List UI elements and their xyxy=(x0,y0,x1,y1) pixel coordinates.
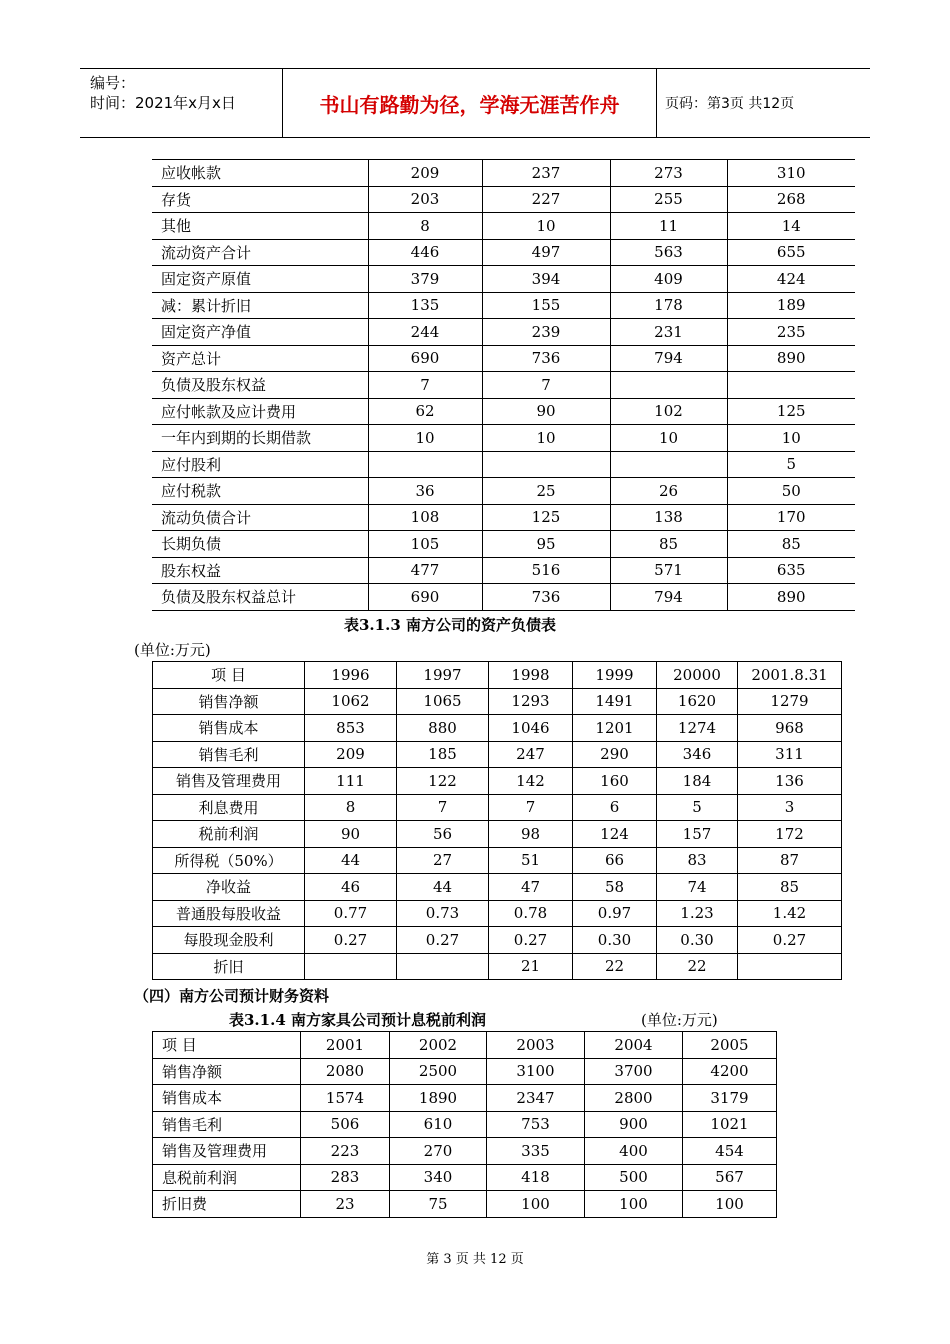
income-statement-body xyxy=(153,688,842,980)
table-cell: 506 xyxy=(301,1111,390,1138)
row-label: 其他 xyxy=(152,213,368,240)
table-cell: 95 xyxy=(482,531,610,558)
table-cell: 135 xyxy=(368,292,482,319)
table-cell: 23 xyxy=(301,1191,390,1218)
table-cell: 1574 xyxy=(301,1085,390,1112)
row-label: 流动负债合计 xyxy=(152,504,368,531)
row-label: 销售净额 xyxy=(153,688,305,715)
forecast-body xyxy=(153,1058,777,1217)
forecast-header-row xyxy=(153,1032,777,1059)
table-cell: 1620 xyxy=(657,688,738,715)
table-cell: 75 xyxy=(390,1191,487,1218)
table-cell: 1201 xyxy=(573,715,657,742)
table-cell: 270 xyxy=(390,1138,487,1165)
table-cell: 185 xyxy=(397,741,489,768)
table-cell: 231 xyxy=(610,319,727,346)
table-cell: 90 xyxy=(305,821,397,848)
table-cell: 10 xyxy=(610,425,727,452)
table-cell: 794 xyxy=(610,584,727,611)
table-cell: 635 xyxy=(727,557,855,584)
column-header: 2004 xyxy=(585,1032,683,1059)
table-cell: 255 xyxy=(610,186,727,213)
table-cell: 5 xyxy=(657,794,738,821)
table-cell: 655 xyxy=(727,239,855,266)
table-cell: 172 xyxy=(738,821,842,848)
table-cell: 90 xyxy=(482,398,610,425)
table-cell: 122 xyxy=(397,768,489,795)
table-cell: 610 xyxy=(390,1111,487,1138)
table-cell: 85 xyxy=(727,531,855,558)
table-cell: 125 xyxy=(482,504,610,531)
table-cell: 157 xyxy=(657,821,738,848)
row-label: 销售成本 xyxy=(153,715,305,742)
table-cell: 47 xyxy=(489,874,573,901)
row-label: 销售及管理费用 xyxy=(153,1138,301,1165)
table-cell: 268 xyxy=(727,186,855,213)
table-row xyxy=(153,1111,777,1138)
table-cell: 124 xyxy=(573,821,657,848)
table-cell: 2500 xyxy=(390,1058,487,1085)
table-cell: 0.27 xyxy=(489,927,573,954)
row-label: 折旧费 xyxy=(153,1191,301,1218)
table-cell: 83 xyxy=(657,847,738,874)
table3-unit: (单位:万元) xyxy=(641,1011,718,1029)
row-label: 税前利润 xyxy=(153,821,305,848)
row-label: 每股现金股利 xyxy=(153,927,305,954)
table-cell: 446 xyxy=(368,239,482,266)
row-label: 普通股每股收益 xyxy=(153,900,305,927)
table-row xyxy=(152,266,855,293)
column-header: 1998 xyxy=(489,662,573,689)
table-cell: 0.73 xyxy=(397,900,489,927)
table-cell: 44 xyxy=(397,874,489,901)
column-header: 1997 xyxy=(397,662,489,689)
table-row xyxy=(153,847,842,874)
table-cell: 44 xyxy=(305,847,397,874)
table-cell: 10 xyxy=(482,425,610,452)
column-header: 20000 xyxy=(657,662,738,689)
table-row xyxy=(153,715,842,742)
table-cell: 516 xyxy=(482,557,610,584)
table-cell: 155 xyxy=(482,292,610,319)
table-row xyxy=(152,425,855,452)
serial-label: 编号： xyxy=(90,74,136,92)
row-label: 所得税（50%） xyxy=(153,847,305,874)
table-row xyxy=(153,1164,777,1191)
table-cell: 0.27 xyxy=(397,927,489,954)
header-meta xyxy=(80,69,282,137)
table-cell: 235 xyxy=(727,319,855,346)
table-cell: 753 xyxy=(487,1111,585,1138)
table-cell: 26 xyxy=(610,478,727,505)
table-cell: 1.23 xyxy=(657,900,738,927)
table-cell: 394 xyxy=(482,266,610,293)
table-cell: 100 xyxy=(487,1191,585,1218)
column-header: 2001.8.31 xyxy=(738,662,842,689)
row-label: 利息费用 xyxy=(153,794,305,821)
table-cell: 27 xyxy=(397,847,489,874)
time-label: 时间：2021年x月x日 xyxy=(90,94,236,112)
page-header xyxy=(80,68,870,138)
table-cell: 0.97 xyxy=(573,900,657,927)
row-label: 销售成本 xyxy=(153,1085,301,1112)
table-cell: 51 xyxy=(489,847,573,874)
table-cell: 1293 xyxy=(489,688,573,715)
table-cell: 209 xyxy=(368,160,482,187)
table-row xyxy=(153,1191,777,1218)
table-cell: 87 xyxy=(738,847,842,874)
income-statement-table xyxy=(152,661,842,980)
table-cell: 100 xyxy=(585,1191,683,1218)
page-footer: 第 3 页 共 12 页 xyxy=(426,1252,524,1267)
table-cell: 22 xyxy=(657,953,738,980)
header-motto-cell xyxy=(282,69,657,137)
table-cell: 10 xyxy=(482,213,610,240)
table-caption-314: 表3.1.4 南方家具公司预计息税前利润 xyxy=(229,1011,486,1029)
table-cell: 880 xyxy=(397,715,489,742)
column-header: 项 目 xyxy=(153,1032,301,1059)
table-cell: 1279 xyxy=(738,688,842,715)
table-row xyxy=(153,768,842,795)
header-page-cell xyxy=(655,69,870,137)
table-cell: 1065 xyxy=(397,688,489,715)
table-cell xyxy=(610,451,727,478)
table-cell: 102 xyxy=(610,398,727,425)
table-cell: 85 xyxy=(738,874,842,901)
table-cell: 98 xyxy=(489,821,573,848)
table-cell: 14 xyxy=(727,213,855,240)
table-cell: 477 xyxy=(368,557,482,584)
table-row xyxy=(153,1058,777,1085)
table-row xyxy=(152,557,855,584)
table-cell: 409 xyxy=(610,266,727,293)
table-cell: 203 xyxy=(368,186,482,213)
table-row xyxy=(152,239,855,266)
table-cell: 418 xyxy=(487,1164,585,1191)
column-header: 1999 xyxy=(573,662,657,689)
table-cell: 7 xyxy=(368,372,482,399)
table-cell: 58 xyxy=(573,874,657,901)
row-label: 净收益 xyxy=(153,874,305,901)
balance-sheet-table xyxy=(152,159,855,611)
row-label: 息税前利润 xyxy=(153,1164,301,1191)
table-cell: 1491 xyxy=(573,688,657,715)
table-row xyxy=(152,160,855,187)
table-cell: 209 xyxy=(305,741,397,768)
table-cell: 890 xyxy=(727,345,855,372)
table-cell: 100 xyxy=(683,1191,777,1218)
forecast-ebit-table xyxy=(152,1031,777,1218)
table-cell: 0.30 xyxy=(657,927,738,954)
table-cell: 500 xyxy=(585,1164,683,1191)
table-cell: 0.27 xyxy=(738,927,842,954)
table-cell: 237 xyxy=(482,160,610,187)
row-label: 应付帐款及应计费用 xyxy=(152,398,368,425)
table-cell: 346 xyxy=(657,741,738,768)
page-label: 页码：第3页 共12页 xyxy=(665,96,795,112)
table-cell xyxy=(727,372,855,399)
row-label: 销售净额 xyxy=(153,1058,301,1085)
table-cell: 111 xyxy=(305,768,397,795)
table-cell: 424 xyxy=(727,266,855,293)
table-cell: 0.78 xyxy=(489,900,573,927)
table-cell: 36 xyxy=(368,478,482,505)
table-cell: 189 xyxy=(727,292,855,319)
table-cell: 125 xyxy=(727,398,855,425)
table-row xyxy=(152,531,855,558)
table-cell: 4200 xyxy=(683,1058,777,1085)
row-label: 存货 xyxy=(152,186,368,213)
table-cell: 794 xyxy=(610,345,727,372)
row-label: 销售毛利 xyxy=(153,1111,301,1138)
row-label: 一年内到期的长期借款 xyxy=(152,425,368,452)
table-cell: 890 xyxy=(727,584,855,611)
table-cell: 1062 xyxy=(305,688,397,715)
row-label: 固定资产净值 xyxy=(152,319,368,346)
table-cell: 7 xyxy=(397,794,489,821)
table-cell: 178 xyxy=(610,292,727,319)
column-header: 1996 xyxy=(305,662,397,689)
row-label: 股东权益 xyxy=(152,557,368,584)
table-cell: 1046 xyxy=(489,715,573,742)
table-cell: 227 xyxy=(482,186,610,213)
table-row xyxy=(152,398,855,425)
table-cell: 567 xyxy=(683,1164,777,1191)
table-row xyxy=(153,688,842,715)
table-cell: 138 xyxy=(610,504,727,531)
table-cell: 142 xyxy=(489,768,573,795)
table-cell: 379 xyxy=(368,266,482,293)
table-row xyxy=(152,478,855,505)
table-cell xyxy=(610,372,727,399)
table-cell: 290 xyxy=(573,741,657,768)
table-cell: 244 xyxy=(368,319,482,346)
table-cell: 273 xyxy=(610,160,727,187)
table-row xyxy=(153,874,842,901)
column-header: 2003 xyxy=(487,1032,585,1059)
table-cell: 571 xyxy=(610,557,727,584)
row-label: 流动资产合计 xyxy=(152,239,368,266)
row-label: 资产总计 xyxy=(152,345,368,372)
table-row xyxy=(153,1085,777,1112)
row-label: 销售及管理费用 xyxy=(153,768,305,795)
table-cell: 247 xyxy=(489,741,573,768)
table-cell: 311 xyxy=(738,741,842,768)
table-row xyxy=(152,504,855,531)
table-cell: 184 xyxy=(657,768,738,795)
table-cell: 454 xyxy=(683,1138,777,1165)
table-cell: 563 xyxy=(610,239,727,266)
table-cell: 968 xyxy=(738,715,842,742)
table-cell: 136 xyxy=(738,768,842,795)
table-cell: 400 xyxy=(585,1138,683,1165)
table-cell: 1021 xyxy=(683,1111,777,1138)
row-label: 应付税款 xyxy=(152,478,368,505)
table-row xyxy=(153,900,842,927)
table-cell: 25 xyxy=(482,478,610,505)
table-row xyxy=(152,186,855,213)
table-cell: 283 xyxy=(301,1164,390,1191)
table-cell: 5 xyxy=(727,451,855,478)
table-cell: 8 xyxy=(368,213,482,240)
table-cell: 690 xyxy=(368,345,482,372)
table-cell: 0.77 xyxy=(305,900,397,927)
row-label: 长期负债 xyxy=(152,531,368,558)
table-cell: 853 xyxy=(305,715,397,742)
table-cell: 1274 xyxy=(657,715,738,742)
row-label: 折旧 xyxy=(153,953,305,980)
table-cell: 21 xyxy=(489,953,573,980)
table-cell: 3179 xyxy=(683,1085,777,1112)
table-cell: 497 xyxy=(482,239,610,266)
table-row xyxy=(153,821,842,848)
table-cell: 0.27 xyxy=(305,927,397,954)
table-cell: 22 xyxy=(573,953,657,980)
table-cell: 3700 xyxy=(585,1058,683,1085)
table-row xyxy=(153,741,842,768)
table2-unit: (单位:万元) xyxy=(134,641,211,659)
table-cell: 310 xyxy=(727,160,855,187)
table-cell: 335 xyxy=(487,1138,585,1165)
table-cell: 736 xyxy=(482,345,610,372)
table-cell: 3100 xyxy=(487,1058,585,1085)
balance-sheet-body xyxy=(152,160,855,611)
row-label: 负债及股东权益总计 xyxy=(152,584,368,611)
row-label: 应付股利 xyxy=(152,451,368,478)
table-row xyxy=(152,345,855,372)
table-row xyxy=(152,292,855,319)
column-header: 2002 xyxy=(390,1032,487,1059)
row-label: 应收帐款 xyxy=(152,160,368,187)
column-header: 项 目 xyxy=(153,662,305,689)
table-cell xyxy=(368,451,482,478)
table-cell: 62 xyxy=(368,398,482,425)
table-cell: 85 xyxy=(610,531,727,558)
table-cell: 66 xyxy=(573,847,657,874)
table-cell xyxy=(738,953,842,980)
table-cell: 340 xyxy=(390,1164,487,1191)
column-header: 2001 xyxy=(301,1032,390,1059)
table-cell: 0.30 xyxy=(573,927,657,954)
table-cell: 223 xyxy=(301,1138,390,1165)
table-cell: 7 xyxy=(482,372,610,399)
table-cell: 170 xyxy=(727,504,855,531)
table-row xyxy=(152,372,855,399)
table-cell: 105 xyxy=(368,531,482,558)
table-cell: 10 xyxy=(727,425,855,452)
table-cell: 6 xyxy=(573,794,657,821)
table-cell: 3 xyxy=(738,794,842,821)
table-cell xyxy=(305,953,397,980)
table-row xyxy=(153,927,842,954)
table-cell: 8 xyxy=(305,794,397,821)
header-motto: 书山有路勤为径，学海无涯苦作舟 xyxy=(319,92,620,117)
table-cell: 74 xyxy=(657,874,738,901)
table-row xyxy=(152,451,855,478)
table-cell: 10 xyxy=(368,425,482,452)
table-cell: 690 xyxy=(368,584,482,611)
table-row xyxy=(153,953,842,980)
row-label: 销售毛利 xyxy=(153,741,305,768)
table-cell xyxy=(397,953,489,980)
table-cell: 11 xyxy=(610,213,727,240)
table-cell: 160 xyxy=(573,768,657,795)
table-cell: 46 xyxy=(305,874,397,901)
table-cell: 900 xyxy=(585,1111,683,1138)
income-statement-header-row xyxy=(153,662,842,689)
table-cell: 56 xyxy=(397,821,489,848)
table-cell: 2080 xyxy=(301,1058,390,1085)
table-cell: 2800 xyxy=(585,1085,683,1112)
table-cell: 7 xyxy=(489,794,573,821)
column-header: 2005 xyxy=(683,1032,777,1059)
table-cell xyxy=(482,451,610,478)
table-cell: 239 xyxy=(482,319,610,346)
row-label: 负债及股东权益 xyxy=(152,372,368,399)
table-cell: 1.42 xyxy=(738,900,842,927)
table-row xyxy=(152,213,855,240)
table-cell: 2347 xyxy=(487,1085,585,1112)
table-row xyxy=(152,584,855,611)
table-cell: 1890 xyxy=(390,1085,487,1112)
section-heading: （四）南方公司预计财务资料 xyxy=(134,987,330,1005)
table-caption-313: 表3.1.3 南方公司的资产负债表 xyxy=(344,616,556,634)
table-cell: 736 xyxy=(482,584,610,611)
table-row xyxy=(153,794,842,821)
row-label: 减：累计折旧 xyxy=(152,292,368,319)
table-cell: 108 xyxy=(368,504,482,531)
table-cell: 50 xyxy=(727,478,855,505)
row-label: 固定资产原值 xyxy=(152,266,368,293)
table-row xyxy=(153,1138,777,1165)
table-row xyxy=(152,319,855,346)
